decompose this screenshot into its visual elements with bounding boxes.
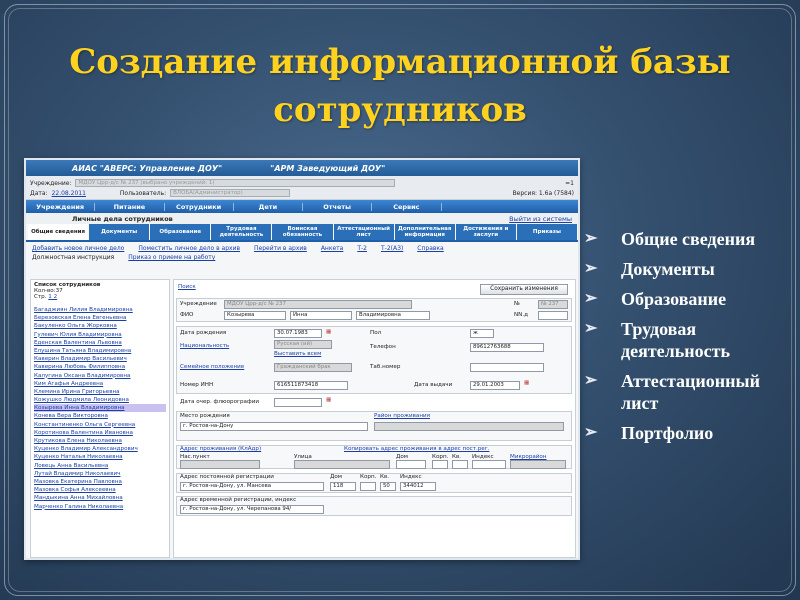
employee-list-item[interactable]: Клемина Ирина Григорьевна <box>34 388 120 395</box>
bullet-item <box>584 288 794 310</box>
employee-list-item[interactable]: Калугина Оксана Владимировна <box>34 372 131 379</box>
app-subtitle: "АРМ Заведующий ДОУ" <box>270 163 386 173</box>
employee-list-item[interactable]: Ловець Анна Васильевна <box>34 462 109 469</box>
version-label: Версия: 1.6a (7584) <box>512 189 574 197</box>
bullet-item <box>584 258 794 280</box>
employee-list-item[interactable]: Мазовка Екатерина Павловна <box>34 478 122 485</box>
employee-list-item[interactable]: Каверина Любовь Филипповна <box>34 364 126 371</box>
apt-input[interactable] <box>452 460 468 469</box>
save-button[interactable]: Сохранить изменения <box>480 284 568 295</box>
inn-label: Номер ИНН <box>180 382 214 388</box>
action-links <box>26 242 578 264</box>
house-input[interactable] <box>396 460 426 469</box>
perm-reg-input[interactable]: г. Ростов-на-Дону, ул. Мансева <box>180 482 324 491</box>
search-link[interactable]: Поиск <box>178 284 196 290</box>
employee-list-header: Список сотрудников <box>34 282 101 288</box>
certificate-link[interactable]: Справка <box>417 245 444 252</box>
npp-label: NN.д <box>514 312 529 318</box>
tab-attestation[interactable]: Аттестационный лист <box>334 224 394 240</box>
perm-index-label: Индекс <box>400 474 422 480</box>
bullet-item <box>584 228 794 250</box>
settlement-field <box>180 460 260 469</box>
app-title-bar <box>26 160 578 176</box>
npp-input[interactable] <box>538 311 568 320</box>
bullet-item <box>584 422 794 444</box>
house-label: Дом <box>396 454 409 460</box>
perm-apt-label: Кв. <box>380 474 390 480</box>
num-label: № <box>514 301 520 307</box>
section-header <box>26 213 578 224</box>
perm-house-label: Дом <box>330 474 343 480</box>
index-label: Индекс <box>472 454 494 460</box>
employee-list-item[interactable]: Ким Агафья Андреевна <box>34 380 104 387</box>
perm-corp-label: Корп. <box>360 474 377 480</box>
institution-field-label: Учреждение <box>180 301 217 307</box>
perm-corp-input[interactable] <box>360 482 376 491</box>
bullet-text: Аттестационный лист <box>621 371 760 413</box>
section-title: Личные дела сотрудников <box>72 214 173 223</box>
perm-house-input[interactable]: 118 <box>330 482 356 491</box>
menu-item[interactable]: Сотрудники <box>165 203 234 211</box>
phone-label: Телефон <box>370 344 396 350</box>
institution-label: Учреждение: <box>30 179 72 187</box>
page-links[interactable]: 1 2 <box>48 294 58 300</box>
patronymic-input[interactable]: Владимировна <box>356 311 430 320</box>
num-field: № 237 <box>538 300 568 309</box>
menu-item[interactable]: Учреждения <box>26 203 95 211</box>
temp-reg-input[interactable]: г. Ростов-на-Дону, ул. Черепанова 94/ <box>180 505 324 514</box>
app-title: АИАС "АВЕРС: Управление ДОУ" <box>72 163 223 173</box>
employee-count: Кол-во:37 <box>34 288 63 294</box>
birth-date-input[interactable]: 30.07.1983 <box>274 329 322 338</box>
birth-label: Дата рождения <box>180 330 227 336</box>
fluoro-date-input[interactable] <box>274 398 322 407</box>
corp-label: Корп. <box>432 454 449 460</box>
menu-item[interactable]: Дети <box>234 203 303 211</box>
first-name-input[interactable]: Инна <box>290 311 352 320</box>
top-right-value: =1 <box>565 179 574 187</box>
fluoro-label: Дата очер. флюорографии <box>180 399 259 405</box>
tab-number-label: Таб.номер <box>370 364 401 370</box>
employee-list-item[interactable]: Коротинова Валентина Ивановна <box>34 429 133 436</box>
perm-reg-label: Адрес постоянной регистрации <box>180 474 274 480</box>
tab-work[interactable]: Трудовая деятельность <box>211 224 271 240</box>
institution-field: МДОУ Црр-д/с № 237 <box>224 300 412 309</box>
employee-list-item[interactable]: Елушина Татьяна Владимировна <box>34 347 132 354</box>
microdistrict-link[interactable]: Микрорайон <box>510 454 547 460</box>
bullet-item <box>584 318 794 362</box>
employee-list-item[interactable]: Мазовка Софья Алексеевна <box>34 487 116 494</box>
temp-reg-label: Адрес временной регистрации, индекс <box>180 497 297 503</box>
microdistrict-field <box>510 460 566 469</box>
birthplace-input[interactable]: г. Ростов-на-Дону <box>180 422 368 431</box>
tab-military[interactable]: Воинская обязанность <box>272 224 332 240</box>
index-input[interactable] <box>472 460 506 469</box>
tab-extra[interactable]: Дополнительная информация <box>395 224 455 240</box>
employee-list-item[interactable]: Кожушко Людмила Леонидовна <box>34 397 129 404</box>
arrow-icon: ➢ <box>584 260 598 277</box>
street-label: Улица <box>294 454 312 460</box>
slide-title: Создание информационной базы сотрудников <box>69 42 731 130</box>
apt-label: Кв. <box>452 454 462 460</box>
tab-orders[interactable]: Приказы <box>517 224 577 240</box>
street-field <box>294 460 390 469</box>
address-kladr-link[interactable]: Адрес проживания (КлАдр) <box>180 446 262 452</box>
employee-list-panel <box>30 279 170 558</box>
issue-label: Дата выдачи <box>414 382 453 388</box>
corp-input[interactable] <box>432 460 448 469</box>
bullet-item <box>584 370 794 414</box>
employee-list-item[interactable]: Куценко Владимир Александрович <box>34 446 138 453</box>
bullet-text: Образование <box>621 289 727 309</box>
bullet-text: Трудовая деятельность <box>621 319 731 361</box>
copy-address-link[interactable]: Копировать адрес проживания в адрес пост.рег. <box>344 446 490 452</box>
arrow-icon: ➢ <box>584 424 598 441</box>
arrow-icon: ➢ <box>584 290 598 307</box>
nationality-field: Русская (ий) <box>274 340 332 349</box>
user-value: ВЛОБА(Администратор) <box>170 189 290 197</box>
tab-documents[interactable]: Документы <box>89 224 149 240</box>
user-label: Пользователь: <box>119 189 167 197</box>
form-link[interactable]: Анкета <box>320 245 344 252</box>
employee-list-item[interactable]: Крутикова Елена Николаевна <box>34 438 122 444</box>
employee-list-item[interactable]: Багаджиян Лилия Владимировна <box>34 307 133 313</box>
t2-link[interactable]: Т-2 <box>357 245 367 252</box>
date-label: Дата: <box>30 189 48 197</box>
family-field: Гражданский брак <box>274 363 352 372</box>
pages-label: Стр. <box>34 294 47 300</box>
bullet-text: Общие сведения <box>621 229 756 249</box>
employee-form <box>173 279 576 558</box>
institution-select[interactable]: МДОУ Црр-д/с № 237 (выбрано учреждений: 1) <box>75 179 395 187</box>
employee-list-item[interactable]: Константиненко Ольга Сергеевна <box>34 421 136 428</box>
arrow-icon: ➢ <box>584 320 598 337</box>
app-screenshot <box>24 158 580 560</box>
add-record-link[interactable]: Добавить новое личное дело <box>32 245 125 252</box>
bullet-text: Документы <box>621 259 715 279</box>
menu-item[interactable]: Питание <box>95 203 164 211</box>
sex-select[interactable]: ж <box>470 329 494 338</box>
menu-item[interactable]: Сервис <box>372 203 441 211</box>
employee-list-item[interactable]: Козырева Инна Владимировна <box>34 404 166 412</box>
calendar-icon[interactable]: ▦ <box>524 380 530 386</box>
job-description-label: Должностная инструкция <box>32 254 115 261</box>
date-link[interactable]: 22.08.2011 <box>51 189 86 197</box>
employee-list-item[interactable]: Лутай Владимир Николаевич <box>34 470 121 477</box>
menu-item[interactable]: Отчеты <box>303 203 372 211</box>
sex-label: Пол <box>370 330 382 336</box>
employee-list-item[interactable]: Березовская Елена Евгеньевна <box>34 315 127 322</box>
employee-list-item[interactable]: Бакуленко Ольга Жорковна <box>34 323 117 330</box>
arrow-icon: ➢ <box>584 372 598 389</box>
family-link[interactable]: Семейное положение <box>180 364 245 370</box>
issue-date-input[interactable]: 29.01.2003 <box>470 381 520 390</box>
bullet-list <box>584 228 794 452</box>
employee-list-item[interactable]: Куценко Наталья Николаевна <box>34 454 123 461</box>
tab-education[interactable]: Образование <box>150 224 210 240</box>
employee-list <box>34 306 166 511</box>
last-name-input[interactable]: Козырева <box>224 311 286 320</box>
set-all-link[interactable]: Выставить всем <box>274 351 322 357</box>
tab-general[interactable]: Общие сведения <box>28 224 88 240</box>
fio-label: ФИО <box>180 312 194 318</box>
open-archive-link[interactable]: Перейти в архив <box>254 245 307 252</box>
calendar-icon[interactable]: ▦ <box>326 329 332 335</box>
employee-list-item[interactable]: Каверин Владимир Васильевич <box>34 356 127 363</box>
residence-area-field <box>374 422 564 431</box>
t2a3-link[interactable]: Т-2(АЗ) <box>381 245 404 252</box>
employee-list-item[interactable]: Конева Вера Викторовна <box>34 413 108 420</box>
perm-apt-input[interactable]: 50 <box>380 482 396 491</box>
settlement-label: Нас.пункт <box>180 454 210 460</box>
archive-record-link[interactable]: Поместить личное дело в архив <box>138 245 240 252</box>
bullet-text: Портфолио <box>621 423 714 443</box>
nationality-link[interactable]: Национальность <box>180 343 230 349</box>
phone-input[interactable]: 89612763688 <box>470 343 544 352</box>
main-menu <box>26 200 578 213</box>
employee-list-item[interactable]: Марченко Галина Николаевна <box>34 503 124 510</box>
perm-index-input[interactable]: 344012 <box>400 482 436 491</box>
arrow-icon: ➢ <box>584 230 598 247</box>
tab-bar <box>26 224 578 242</box>
employee-list-item[interactable]: Гулевич Юлия Владимировна <box>34 331 122 338</box>
residence-area-link[interactable]: Район проживания <box>374 413 430 419</box>
birthplace-label: Место рождения <box>180 413 230 419</box>
employee-list-item[interactable]: Еденская Валентина Львовна <box>34 339 122 346</box>
employee-list-item[interactable]: Мандыкина Анна Михайловна <box>34 495 123 502</box>
logout-link[interactable]: Выйти из системы <box>509 214 572 223</box>
hire-order-link[interactable]: Приказ о приеме на работу <box>128 254 216 261</box>
app-info-bar <box>26 176 578 200</box>
tab-number-input[interactable] <box>470 363 544 372</box>
tab-achievements[interactable]: Достижения и заслуги <box>456 224 516 240</box>
calendar-icon[interactable]: ▦ <box>326 397 332 403</box>
inn-input[interactable]: 616511873418 <box>274 381 348 390</box>
